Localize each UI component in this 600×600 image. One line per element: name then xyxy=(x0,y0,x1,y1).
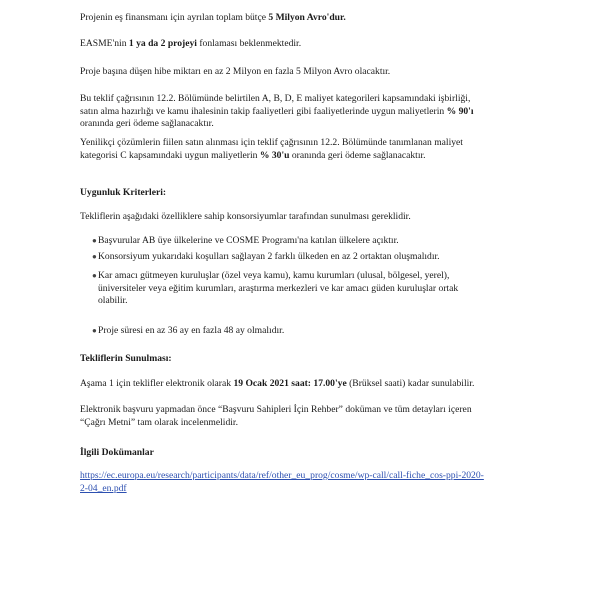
bullet-icon: ● xyxy=(92,252,97,261)
bullet-icon: ● xyxy=(92,271,97,280)
eligibility-bullet-2: ● Konsorsiyum yukarıdaki koşulları sağlayan 2 farklı ülkeden en az 2 ortaktan oluşmalıdır. xyxy=(92,251,440,262)
bullet-icon: ● xyxy=(92,326,97,335)
document-link[interactable] xyxy=(80,470,530,495)
document-link-line-1[interactable]: https://ec.europa.eu/research/participants/data/ref/other_eu_prog/cosme/wp-call/call-fiche_cos-ppi-2020- xyxy=(80,470,484,481)
submission-deadline-paragraph: Aşama 1 için teklifler elektronik olarak 19 Ocak 2021 saat: 17.00'ye (Brüksel saati) kadar sunulabilir. xyxy=(80,378,475,389)
eligibility-bullet-1: ● Başvurular AB üye ülkelerine ve COSME Programı'na katılan ülkelere açıktır. xyxy=(92,235,399,246)
eligibility-bullet-4: ● Proje süresi en az 36 ay en fazla 48 ay olmalıdır. xyxy=(92,325,285,336)
cost-category-c-paragraph: Yenilikçi çözümlerin fiilen satın alınması için teklif çağrısının 12.2. Bölümünde tanımlanan maliyet kategorisi C kapsamındaki uygun maliyetlerin % 30'u oranında geri ödeme sağlanacaktır. xyxy=(80,137,463,161)
eligibility-intro: Tekliflerin aşağıdaki özelliklere sahip konsorsiyumlar tarafından sunulması gereklidir. xyxy=(80,211,411,222)
budget-paragraph: Projenin eş finansmanı için ayrılan toplam bütçe 5 Milyon Avro'dur. xyxy=(80,12,346,23)
grant-amount-paragraph: Proje başına düşen hibe miktarı en az 2 Milyon en fazla 5 Milyon Avro olacaktır. xyxy=(80,66,391,77)
cost-categories-abde-paragraph: Bu teklif çağrısının 12.2. Bölümünde belirtilen A, B, D, E maliyet kategorileri kapsamındaki işbirliği, satın alma hazırlığı ve kamu ihalesinin takip faaliyetleri gibi faaliyetlerinde uygun maliyetlerin % 90'ı oranında geri ödeme sağlanacaktır. xyxy=(80,93,474,130)
submission-heading: Tekliflerin Sunulması: xyxy=(80,353,172,364)
submission-guide-paragraph: Elektronik başvuru yapmadan önce “Başvuru Sahipleri İçin Rehber” doküman ve tüm detayları içeren “Çağrı Metni” tam olarak incelenmelidir. xyxy=(80,404,472,428)
bullet-icon: ● xyxy=(92,236,97,245)
eligibility-heading: Uygunluk Kriterleri: xyxy=(80,187,167,198)
document-link-line-2[interactable]: 2-04_en.pdf xyxy=(80,482,127,494)
eligibility-bullet-3: ● Kar amacı gütmeyen kuruluşlar (özel veya kamu), kamu kurumları (ulusal, bölgesel, yerel), üniversiteler veya eğitim kurumları, araştırma merkezleri ve kar amacı güden kuruluşlar ortak olabilir. xyxy=(92,270,459,307)
projects-paragraph: EASME'nin 1 ya da 2 projeyi fonlaması beklenmektedir. xyxy=(80,38,302,49)
documents-heading: İlgili Dokümanlar xyxy=(80,447,154,458)
